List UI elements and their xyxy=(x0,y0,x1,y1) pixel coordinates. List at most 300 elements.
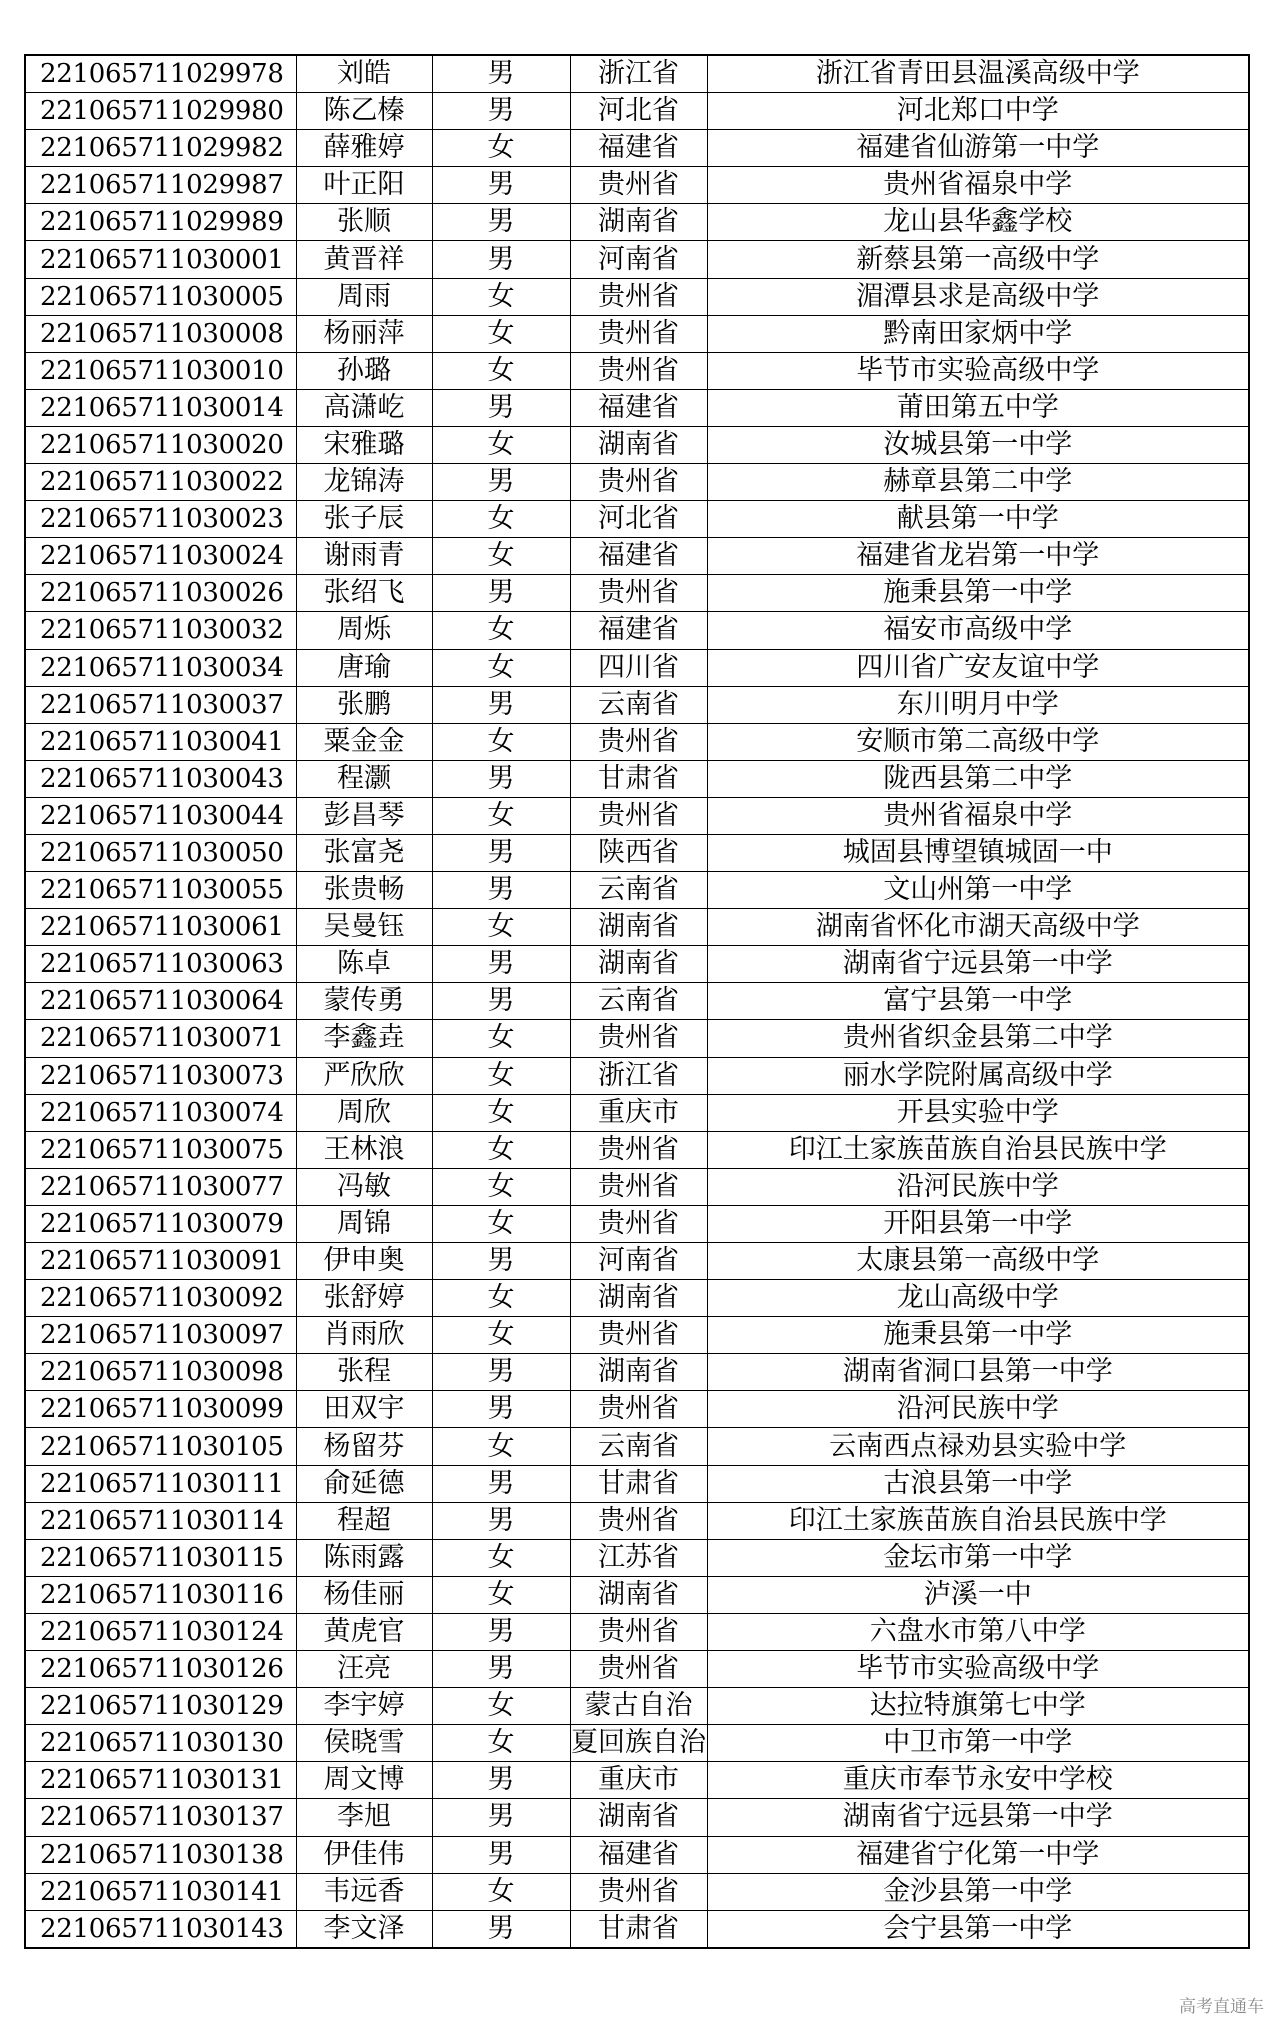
school-cell: 达拉特旗第七中学 xyxy=(707,1688,1249,1725)
student-name-cell: 杨丽萍 xyxy=(296,315,432,352)
province-cell: 福建省 xyxy=(570,130,707,167)
gender-cell: 男 xyxy=(432,946,570,983)
school-cell: 六盘水市第八中学 xyxy=(707,1613,1249,1650)
school-cell: 印江土家族苗族自治县民族中学 xyxy=(707,1131,1249,1168)
province-cell: 湖南省 xyxy=(570,1354,707,1391)
student-name-cell: 李文泽 xyxy=(296,1910,432,1948)
exam-number-cell: 221065711030034 xyxy=(25,649,296,686)
student-name-cell: 李旭 xyxy=(296,1799,432,1836)
table-row xyxy=(25,1762,1249,1799)
gender-cell: 女 xyxy=(432,909,570,946)
province-cell: 河北省 xyxy=(570,501,707,538)
school-cell: 会宁县第一中学 xyxy=(707,1910,1249,1948)
school-cell: 福建省龙岩第一中学 xyxy=(707,538,1249,575)
student-name-cell: 周雨 xyxy=(296,278,432,315)
table-row xyxy=(25,1910,1249,1948)
province-cell: 甘肃省 xyxy=(570,760,707,797)
gender-cell: 女 xyxy=(432,315,570,352)
exam-number-cell: 221065711030079 xyxy=(25,1205,296,1242)
exam-number-cell: 221065711030124 xyxy=(25,1613,296,1650)
school-cell: 施秉县第一中学 xyxy=(707,575,1249,612)
exam-number-cell: 221065711030041 xyxy=(25,723,296,760)
gender-cell: 男 xyxy=(432,1762,570,1799)
gender-cell: 女 xyxy=(432,538,570,575)
student-name-cell: 张子辰 xyxy=(296,501,432,538)
table-row xyxy=(25,426,1249,463)
school-cell: 毕节市实验高级中学 xyxy=(707,352,1249,389)
exam-number-cell: 221065711030005 xyxy=(25,278,296,315)
table-row xyxy=(25,1020,1249,1057)
province-cell: 贵州省 xyxy=(570,723,707,760)
gender-cell: 男 xyxy=(432,834,570,871)
table-row xyxy=(25,1428,1249,1465)
exam-number-cell: 221065711030010 xyxy=(25,352,296,389)
table-row xyxy=(25,1799,1249,1836)
gender-cell: 男 xyxy=(432,1391,570,1428)
province-cell: 贵州省 xyxy=(570,575,707,612)
exam-number-cell: 221065711030092 xyxy=(25,1280,296,1317)
province-cell: 贵州省 xyxy=(570,1205,707,1242)
exam-number-cell: 221065711030077 xyxy=(25,1168,296,1205)
province-cell: 福建省 xyxy=(570,612,707,649)
exam-number-cell: 221065711030129 xyxy=(25,1688,296,1725)
gender-cell: 男 xyxy=(432,575,570,612)
student-name-cell: 张鹏 xyxy=(296,686,432,723)
student-name-cell: 张绍飞 xyxy=(296,575,432,612)
table-row xyxy=(25,1094,1249,1131)
school-cell: 龙山县华鑫学校 xyxy=(707,204,1249,241)
table-row xyxy=(25,723,1249,760)
student-name-cell: 周锦 xyxy=(296,1205,432,1242)
province-cell: 贵州省 xyxy=(570,1873,707,1910)
student-name-cell: 王林浪 xyxy=(296,1131,432,1168)
exam-number-cell: 221065711030071 xyxy=(25,1020,296,1057)
table-row xyxy=(25,1205,1249,1242)
student-name-cell: 龙锦涛 xyxy=(296,464,432,501)
province-cell: 湖南省 xyxy=(570,1576,707,1613)
gender-cell: 男 xyxy=(432,760,570,797)
exam-number-cell: 221065711029980 xyxy=(25,93,296,130)
gender-cell: 女 xyxy=(432,1280,570,1317)
school-cell: 龙山高级中学 xyxy=(707,1280,1249,1317)
exam-number-cell: 221065711030063 xyxy=(25,946,296,983)
province-cell: 陕西省 xyxy=(570,834,707,871)
exam-number-cell: 221065711030020 xyxy=(25,426,296,463)
gender-cell: 女 xyxy=(432,1020,570,1057)
province-cell: 贵州省 xyxy=(570,278,707,315)
exam-number-cell: 221065711030091 xyxy=(25,1243,296,1280)
province-cell: 贵州省 xyxy=(570,1131,707,1168)
gender-cell: 男 xyxy=(432,241,570,278)
table-row xyxy=(25,93,1249,130)
gender-cell: 女 xyxy=(432,1205,570,1242)
table-row xyxy=(25,1354,1249,1391)
student-name-cell: 彭昌琴 xyxy=(296,797,432,834)
table-row xyxy=(25,501,1249,538)
student-name-cell: 田双宇 xyxy=(296,1391,432,1428)
school-cell: 莆田第五中学 xyxy=(707,389,1249,426)
gender-cell: 男 xyxy=(432,983,570,1020)
school-cell: 城固县博望镇城固一中 xyxy=(707,834,1249,871)
school-cell: 四川省广安友谊中学 xyxy=(707,649,1249,686)
table-row xyxy=(25,834,1249,871)
school-cell: 毕节市实验高级中学 xyxy=(707,1651,1249,1688)
school-cell: 云南西点禄劝县实验中学 xyxy=(707,1428,1249,1465)
province-cell: 蒙古自治 xyxy=(570,1688,707,1725)
school-cell: 安顺市第二高级中学 xyxy=(707,723,1249,760)
gender-cell: 男 xyxy=(432,1799,570,1836)
province-cell: 甘肃省 xyxy=(570,1465,707,1502)
school-cell: 黔南田家炳中学 xyxy=(707,315,1249,352)
gender-cell: 女 xyxy=(432,1576,570,1613)
student-name-cell: 周欣 xyxy=(296,1094,432,1131)
gender-cell: 女 xyxy=(432,1873,570,1910)
table-row xyxy=(25,1651,1249,1688)
school-cell: 沿河民族中学 xyxy=(707,1391,1249,1428)
province-cell: 贵州省 xyxy=(570,1020,707,1057)
student-name-cell: 叶正阳 xyxy=(296,167,432,204)
province-cell: 贵州省 xyxy=(570,1391,707,1428)
table-row xyxy=(25,389,1249,426)
exam-number-cell: 221065711030099 xyxy=(25,1391,296,1428)
province-cell: 河南省 xyxy=(570,241,707,278)
student-name-cell: 侯晓雪 xyxy=(296,1725,432,1762)
exam-number-cell: 221065711030126 xyxy=(25,1651,296,1688)
gender-cell: 男 xyxy=(432,167,570,204)
gender-cell: 男 xyxy=(432,686,570,723)
province-cell: 浙江省 xyxy=(570,55,707,93)
gender-cell: 女 xyxy=(432,1317,570,1354)
gender-cell: 女 xyxy=(432,1539,570,1576)
table-row xyxy=(25,1539,1249,1576)
gender-cell: 男 xyxy=(432,93,570,130)
gender-cell: 男 xyxy=(432,1243,570,1280)
school-cell: 湖南省怀化市湖天高级中学 xyxy=(707,909,1249,946)
table-row xyxy=(25,1391,1249,1428)
school-cell: 文山州第一中学 xyxy=(707,872,1249,909)
table-row xyxy=(25,278,1249,315)
student-name-cell: 韦远香 xyxy=(296,1873,432,1910)
gender-cell: 女 xyxy=(432,278,570,315)
gender-cell: 男 xyxy=(432,204,570,241)
province-cell: 云南省 xyxy=(570,686,707,723)
table-row xyxy=(25,612,1249,649)
exam-number-cell: 221065711030024 xyxy=(25,538,296,575)
gender-cell: 女 xyxy=(432,797,570,834)
gender-cell: 男 xyxy=(432,55,570,93)
table-row xyxy=(25,1280,1249,1317)
province-cell: 甘肃省 xyxy=(570,1910,707,1948)
province-cell: 重庆市 xyxy=(570,1094,707,1131)
table-body xyxy=(25,55,1249,1948)
exam-number-cell: 221065711030055 xyxy=(25,872,296,909)
province-cell: 夏回族自治 xyxy=(570,1725,707,1762)
school-cell: 贵州省福泉中学 xyxy=(707,797,1249,834)
student-name-cell: 伊申奥 xyxy=(296,1243,432,1280)
exam-number-cell: 221065711029987 xyxy=(25,167,296,204)
exam-number-cell: 221065711030114 xyxy=(25,1502,296,1539)
province-cell: 云南省 xyxy=(570,1428,707,1465)
province-cell: 贵州省 xyxy=(570,352,707,389)
exam-number-cell: 221065711030115 xyxy=(25,1539,296,1576)
school-cell: 丽水学院附属高级中学 xyxy=(707,1057,1249,1094)
table-row xyxy=(25,686,1249,723)
province-cell: 重庆市 xyxy=(570,1762,707,1799)
school-cell: 太康县第一高级中学 xyxy=(707,1243,1249,1280)
table-row xyxy=(25,1465,1249,1502)
exam-number-cell: 221065711030044 xyxy=(25,797,296,834)
school-cell: 福安市高级中学 xyxy=(707,612,1249,649)
province-cell: 贵州省 xyxy=(570,1502,707,1539)
table-row xyxy=(25,946,1249,983)
gender-cell: 女 xyxy=(432,1057,570,1094)
student-name-cell: 张顺 xyxy=(296,204,432,241)
student-name-cell: 程超 xyxy=(296,1502,432,1539)
exam-number-cell: 221065711030111 xyxy=(25,1465,296,1502)
student-name-cell: 刘皓 xyxy=(296,55,432,93)
student-name-cell: 李宇婷 xyxy=(296,1688,432,1725)
province-cell: 云南省 xyxy=(570,983,707,1020)
province-cell: 湖南省 xyxy=(570,426,707,463)
table-row xyxy=(25,1688,1249,1725)
province-cell: 四川省 xyxy=(570,649,707,686)
table-row xyxy=(25,1502,1249,1539)
school-cell: 施秉县第一中学 xyxy=(707,1317,1249,1354)
exam-number-cell: 221065711030022 xyxy=(25,464,296,501)
table-row xyxy=(25,1725,1249,1762)
province-cell: 福建省 xyxy=(570,538,707,575)
table-row xyxy=(25,575,1249,612)
school-cell: 福建省宁化第一中学 xyxy=(707,1836,1249,1873)
school-cell: 献县第一中学 xyxy=(707,501,1249,538)
school-cell: 东川明月中学 xyxy=(707,686,1249,723)
student-name-cell: 杨留芬 xyxy=(296,1428,432,1465)
gender-cell: 男 xyxy=(432,1651,570,1688)
student-name-cell: 俞延德 xyxy=(296,1465,432,1502)
student-name-cell: 杨佳丽 xyxy=(296,1576,432,1613)
province-cell: 江苏省 xyxy=(570,1539,707,1576)
province-cell: 贵州省 xyxy=(570,1651,707,1688)
school-cell: 富宁县第一中学 xyxy=(707,983,1249,1020)
province-cell: 贵州省 xyxy=(570,1168,707,1205)
student-name-cell: 孙璐 xyxy=(296,352,432,389)
province-cell: 贵州省 xyxy=(570,1613,707,1650)
student-name-cell: 陈雨露 xyxy=(296,1539,432,1576)
gender-cell: 女 xyxy=(432,501,570,538)
table-row xyxy=(25,315,1249,352)
table-row xyxy=(25,872,1249,909)
exam-number-cell: 221065711030143 xyxy=(25,1910,296,1948)
school-cell: 沿河民族中学 xyxy=(707,1168,1249,1205)
table-row xyxy=(25,649,1249,686)
province-cell: 云南省 xyxy=(570,872,707,909)
gender-cell: 女 xyxy=(432,649,570,686)
table-row xyxy=(25,204,1249,241)
exam-number-cell: 221065711030073 xyxy=(25,1057,296,1094)
school-cell: 湖南省宁远县第一中学 xyxy=(707,1799,1249,1836)
gender-cell: 女 xyxy=(432,352,570,389)
gender-cell: 男 xyxy=(432,1836,570,1873)
exam-number-cell: 221065711030131 xyxy=(25,1762,296,1799)
student-name-cell: 陈乙榛 xyxy=(296,93,432,130)
table-row xyxy=(25,760,1249,797)
exam-number-cell: 221065711030116 xyxy=(25,1576,296,1613)
gender-cell: 女 xyxy=(432,1168,570,1205)
table-row xyxy=(25,1243,1249,1280)
exam-number-cell: 221065711030138 xyxy=(25,1836,296,1873)
table-row xyxy=(25,1131,1249,1168)
province-cell: 福建省 xyxy=(570,389,707,426)
student-name-cell: 肖雨欣 xyxy=(296,1317,432,1354)
exam-number-cell: 221065711029989 xyxy=(25,204,296,241)
table-row xyxy=(25,1317,1249,1354)
student-name-cell: 张程 xyxy=(296,1354,432,1391)
table-row xyxy=(25,797,1249,834)
school-cell: 湄潭县求是高级中学 xyxy=(707,278,1249,315)
gender-cell: 男 xyxy=(432,1502,570,1539)
school-cell: 河北郑口中学 xyxy=(707,93,1249,130)
table-row xyxy=(25,167,1249,204)
province-cell: 湖南省 xyxy=(570,204,707,241)
school-cell: 重庆市奉节永安中学校 xyxy=(707,1762,1249,1799)
table-row xyxy=(25,1873,1249,1910)
student-name-cell: 张贵畅 xyxy=(296,872,432,909)
province-cell: 贵州省 xyxy=(570,1317,707,1354)
school-cell: 印江土家族苗族自治县民族中学 xyxy=(707,1502,1249,1539)
school-cell: 贵州省福泉中学 xyxy=(707,167,1249,204)
student-name-cell: 蒙传勇 xyxy=(296,983,432,1020)
school-cell: 古浪县第一中学 xyxy=(707,1465,1249,1502)
exam-number-cell: 221065711030141 xyxy=(25,1873,296,1910)
gender-cell: 女 xyxy=(432,1094,570,1131)
exam-number-cell: 221065711030037 xyxy=(25,686,296,723)
school-cell: 金沙县第一中学 xyxy=(707,1873,1249,1910)
school-cell: 浙江省青田县温溪高级中学 xyxy=(707,55,1249,93)
province-cell: 湖南省 xyxy=(570,909,707,946)
province-cell: 河南省 xyxy=(570,1243,707,1280)
student-name-cell: 粟金金 xyxy=(296,723,432,760)
student-name-cell: 张富尧 xyxy=(296,834,432,871)
province-cell: 贵州省 xyxy=(570,167,707,204)
exam-number-cell: 221065711030074 xyxy=(25,1094,296,1131)
gender-cell: 男 xyxy=(432,1465,570,1502)
table-row xyxy=(25,983,1249,1020)
school-cell: 泸溪一中 xyxy=(707,1576,1249,1613)
student-name-cell: 唐瑜 xyxy=(296,649,432,686)
student-name-cell: 吴曼钰 xyxy=(296,909,432,946)
exam-number-cell: 221065711030026 xyxy=(25,575,296,612)
exam-number-cell: 221065711030105 xyxy=(25,1428,296,1465)
exam-number-cell: 221065711030130 xyxy=(25,1725,296,1762)
student-name-cell: 汪亮 xyxy=(296,1651,432,1688)
school-cell: 赫章县第二中学 xyxy=(707,464,1249,501)
school-cell: 汝城县第一中学 xyxy=(707,426,1249,463)
watermark-text: 高考直通车 xyxy=(1179,1997,1264,2017)
province-cell: 河北省 xyxy=(570,93,707,130)
school-cell: 中卫市第一中学 xyxy=(707,1725,1249,1762)
table-row xyxy=(25,130,1249,167)
gender-cell: 女 xyxy=(432,1131,570,1168)
student-name-cell: 黄虎官 xyxy=(296,1613,432,1650)
province-cell: 浙江省 xyxy=(570,1057,707,1094)
province-cell: 湖南省 xyxy=(570,1280,707,1317)
student-name-cell: 张舒婷 xyxy=(296,1280,432,1317)
student-name-cell: 冯敏 xyxy=(296,1168,432,1205)
gender-cell: 男 xyxy=(432,1613,570,1650)
exam-number-cell: 221065711030137 xyxy=(25,1799,296,1836)
school-cell: 开县实验中学 xyxy=(707,1094,1249,1131)
province-cell: 湖南省 xyxy=(570,1799,707,1836)
school-cell: 陇西县第二中学 xyxy=(707,760,1249,797)
gender-cell: 女 xyxy=(432,1428,570,1465)
student-name-cell: 高潇屹 xyxy=(296,389,432,426)
gender-cell: 男 xyxy=(432,1354,570,1391)
table-row xyxy=(25,352,1249,389)
table-row xyxy=(25,1057,1249,1094)
student-name-cell: 伊佳伟 xyxy=(296,1836,432,1873)
exam-number-cell: 221065711030097 xyxy=(25,1317,296,1354)
table-row xyxy=(25,1576,1249,1613)
student-name-cell: 黄晋祥 xyxy=(296,241,432,278)
province-cell: 湖南省 xyxy=(570,946,707,983)
exam-number-cell: 221065711030023 xyxy=(25,501,296,538)
exam-number-cell: 221065711029978 xyxy=(25,55,296,93)
school-cell: 开阳县第一中学 xyxy=(707,1205,1249,1242)
gender-cell: 男 xyxy=(432,1910,570,1948)
table-row xyxy=(25,1613,1249,1650)
exam-number-cell: 221065711030008 xyxy=(25,315,296,352)
exam-number-cell: 221065711030061 xyxy=(25,909,296,946)
student-name-cell: 程灏 xyxy=(296,760,432,797)
exam-number-cell: 221065711030043 xyxy=(25,760,296,797)
student-name-cell: 陈卓 xyxy=(296,946,432,983)
table-row xyxy=(25,538,1249,575)
gender-cell: 男 xyxy=(432,389,570,426)
gender-cell: 男 xyxy=(432,464,570,501)
student-name-cell: 严欣欣 xyxy=(296,1057,432,1094)
exam-number-cell: 221065711030014 xyxy=(25,389,296,426)
table-row xyxy=(25,1168,1249,1205)
gender-cell: 女 xyxy=(432,612,570,649)
gender-cell: 女 xyxy=(432,1688,570,1725)
table-row xyxy=(25,909,1249,946)
gender-cell: 女 xyxy=(432,723,570,760)
school-cell: 新蔡县第一高级中学 xyxy=(707,241,1249,278)
gender-cell: 女 xyxy=(432,426,570,463)
student-name-cell: 薛雅婷 xyxy=(296,130,432,167)
exam-number-cell: 221065711030032 xyxy=(25,612,296,649)
table-row xyxy=(25,55,1249,93)
exam-number-cell: 221065711030098 xyxy=(25,1354,296,1391)
gender-cell: 男 xyxy=(432,872,570,909)
student-name-cell: 周烁 xyxy=(296,612,432,649)
gender-cell: 女 xyxy=(432,1725,570,1762)
province-cell: 贵州省 xyxy=(570,464,707,501)
admission-list-table xyxy=(24,54,1250,1949)
province-cell: 福建省 xyxy=(570,1836,707,1873)
exam-number-cell: 221065711030075 xyxy=(25,1131,296,1168)
table-row xyxy=(25,464,1249,501)
student-name-cell: 李鑫垚 xyxy=(296,1020,432,1057)
exam-number-cell: 221065711030001 xyxy=(25,241,296,278)
student-name-cell: 宋雅璐 xyxy=(296,426,432,463)
table-row xyxy=(25,1836,1249,1873)
school-cell: 金坛市第一中学 xyxy=(707,1539,1249,1576)
school-cell: 湖南省洞口县第一中学 xyxy=(707,1354,1249,1391)
province-cell: 贵州省 xyxy=(570,315,707,352)
table-row xyxy=(25,241,1249,278)
student-name-cell: 周文博 xyxy=(296,1762,432,1799)
